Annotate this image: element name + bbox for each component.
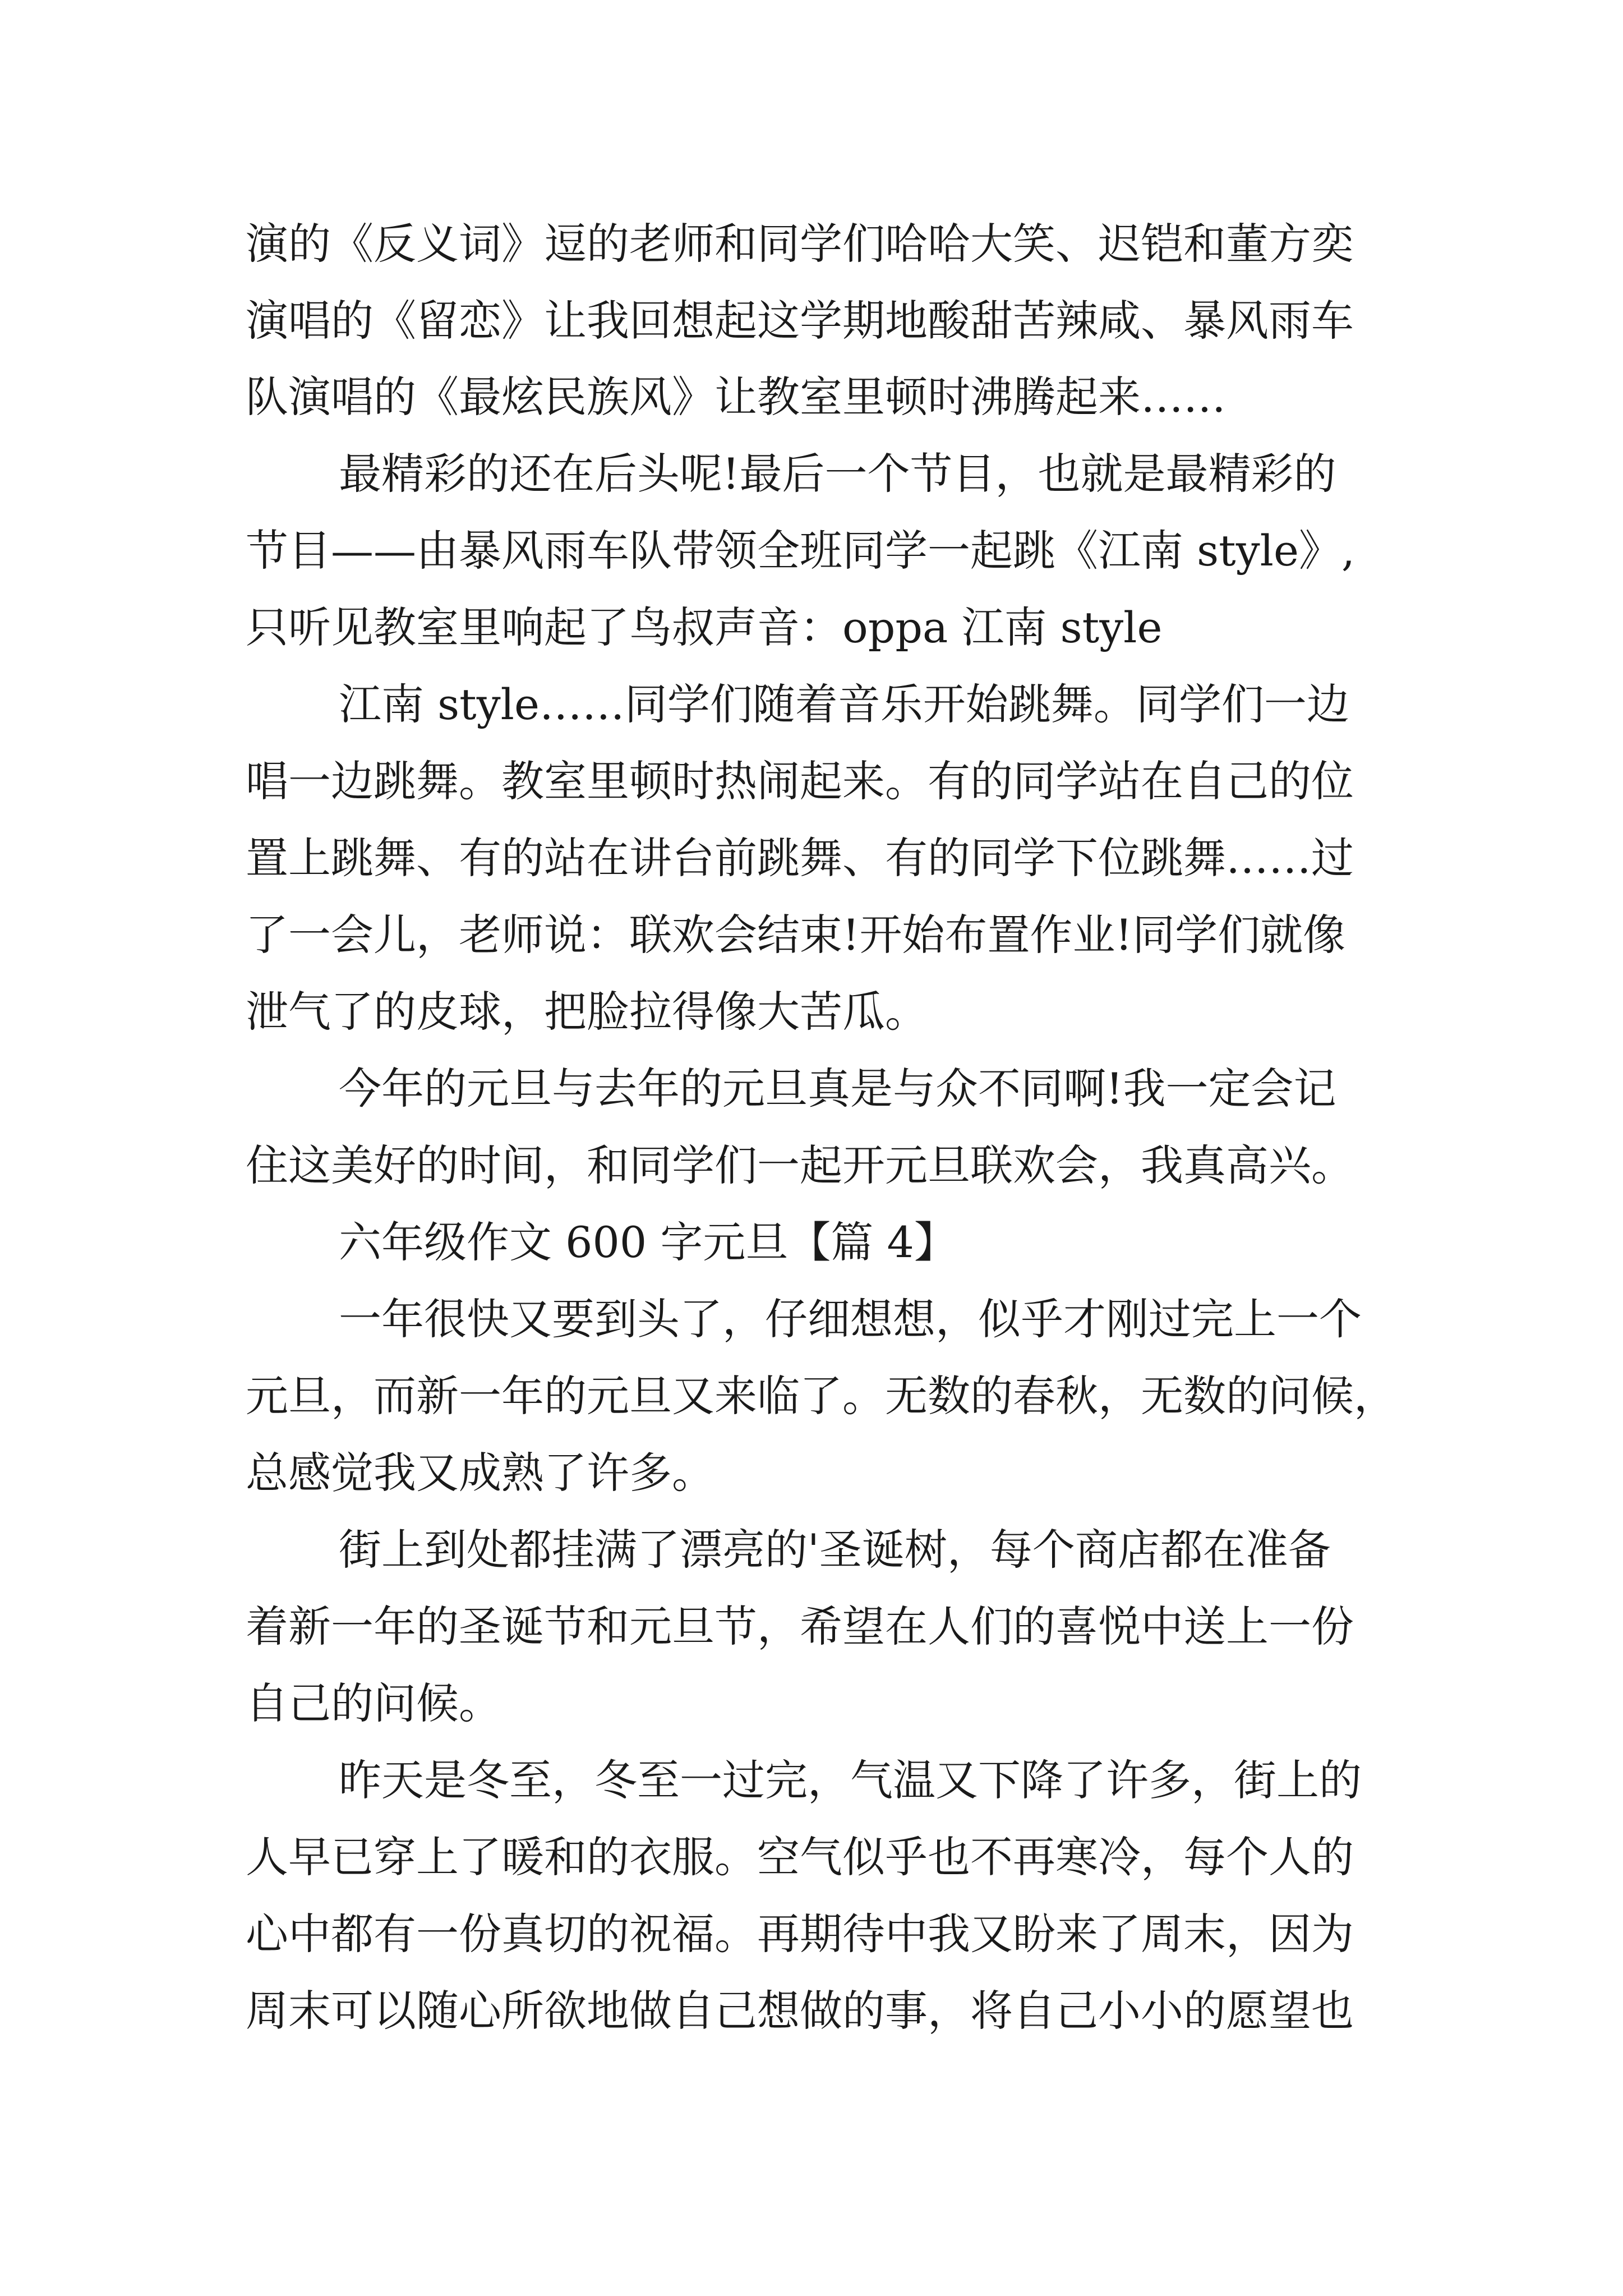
- text-line: 心中都有一份真切的祝福。再期待中我又盼来了周末，因为: [246, 1909, 1354, 1959]
- text-line: 节目——由暴风雨车队带领全班同学一起跳《江南 style》,: [246, 526, 1355, 576]
- text-line: 街上到处都挂满了漂亮的'圣诞树，每个商店都在准备: [339, 1525, 1331, 1575]
- text-line: 了一会儿，老师说：联欢会结束!开始布置作业!同学们就像: [246, 910, 1346, 960]
- text-line: 只听见教室里响起了鸟叔声音：oppa 江南 style: [246, 602, 1163, 652]
- text-line: 总感觉我又成熟了许多。: [246, 1448, 714, 1498]
- text-line: 今年的元旦与去年的元旦真是与众不同啊!我一定会记: [339, 1064, 1336, 1114]
- text-line: 周末可以随心所欲地做自己想做的事，将自己小小的愿望也: [246, 1986, 1354, 2036]
- text-line: 泄气了的皮球，把脸拉得像大苦瓜。: [246, 987, 928, 1037]
- text-line: 自己的问候。: [246, 1678, 501, 1728]
- text-line: 最精彩的还在后头呢!最后一个节目，也就是最精彩的: [339, 449, 1336, 499]
- section-heading: 六年级作文 600 字元旦【篇 4】: [339, 1217, 957, 1267]
- text-line: 人早已穿上了暖和的衣服。空气似乎也不再寒冷，每个人的: [246, 1832, 1354, 1882]
- text-line: 演的《反义词》逗的老师和同学们哈哈大笑、迟铠和董方奕: [246, 219, 1354, 269]
- text-line: 着新一年的圣诞节和元旦节，希望在人们的喜悦中送上一份: [246, 1602, 1354, 1651]
- text-line: 昨天是冬至，冬至一过完，气温又下降了许多，街上的: [339, 1755, 1362, 1805]
- text-line: 住这美好的时间，和同学们一起开元旦联欢会，我真高兴。: [246, 1140, 1354, 1190]
- text-line: 江南 style……同学们随着音乐开始跳舞。同学们一边: [339, 679, 1349, 729]
- text-line: 一年很快又要到头了，仔细想想，似乎才刚过完上一个: [339, 1294, 1362, 1344]
- text-line: 唱一边跳舞。教室里顿时热闹起来。有的同学站在自己的位: [246, 756, 1354, 806]
- text-line: 元旦，而新一年的元旦又来临了。无数的春秋，无数的问候，: [246, 1371, 1396, 1421]
- text-line: 队演唱的《最炫民族风》让教室里顿时沸腾起来……: [246, 372, 1226, 422]
- text-line: 置上跳舞、有的站在讲台前跳舞、有的同学下位跳舞……过: [246, 833, 1354, 883]
- text-line: 演唱的《留恋》让我回想起这学期地酸甜苦辣咸、暴风雨车: [246, 296, 1354, 346]
